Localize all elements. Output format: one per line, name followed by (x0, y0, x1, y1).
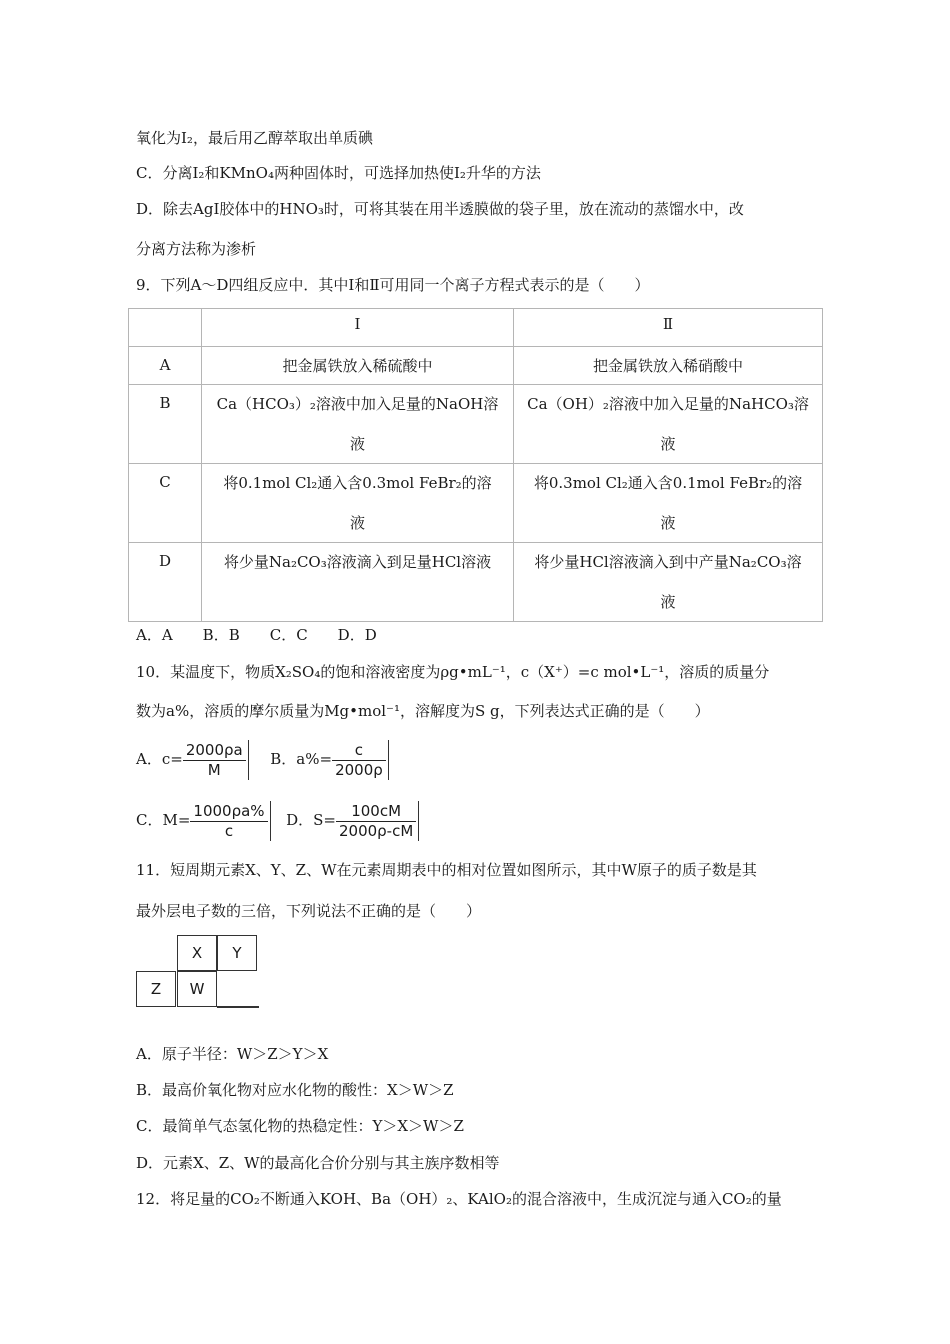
question-12: 12．将足量的CO₂不断通入KOH、Ba（OH）₂、KAlO₂的混合溶液中，生成沉淀与通入CO₂的量 (136, 1190, 782, 1208)
fraction-b (332, 741, 386, 780)
option-label: A．c= (136, 750, 183, 768)
option-label: C．M= (136, 811, 191, 829)
cell-text: 液 (349, 435, 365, 453)
q11-option-a: A．原子半径：W＞Z＞Y＞X (136, 1045, 329, 1063)
question-11: 11．短周期元素X、Y、Z、W在元素周期表中的相对位置如图所示，其中W原子的质子数是其 (136, 861, 757, 879)
q11-option-b: B．最高价氧化物对应水化物的酸性：X＞W＞Z (136, 1081, 454, 1099)
cell-text: 将少量HCl溶液滴入到中产量Na₂CO₃溶 (534, 553, 802, 571)
option-label: B．a%= (270, 750, 333, 768)
fraction-numerator: 100cM (336, 802, 416, 822)
question-9: 9．下列A～D四组反应中．其中Ⅰ和Ⅱ可用同一个离子方程式表示的是（ ） (136, 276, 650, 294)
option-c-q8: C．分离I₂和KMnO₄两种固体时，可选择加热使I₂升华的方法 (136, 164, 541, 182)
table-header-cell: Ⅰ (202, 309, 514, 347)
fraction-numerator: c (332, 741, 386, 761)
table-header-row (129, 309, 823, 347)
element-cell-y: Y (217, 935, 257, 971)
table-header-cell: Ⅱ (514, 309, 823, 347)
row-label: B (129, 385, 202, 464)
question-10: 10．某温度下，物质X₂SO₄的饱和溶液密度为ρg•mL⁻¹，c（X⁺）=c mol•L⁻¹，溶质的质量分 (136, 663, 770, 681)
question-11-cont: 最外层电子数的三倍，下列说法不正确的是（ ） (136, 902, 482, 920)
fraction-edge (248, 740, 249, 780)
cell-text: 液 (660, 514, 676, 532)
table-cell (202, 543, 514, 622)
table-row (129, 464, 823, 543)
element-cell-x: X (177, 935, 217, 971)
cell-text: Ca（OH）₂溶液中加入足量的NaHCO₃溶 (527, 395, 809, 413)
option-label: D．S= (286, 811, 336, 829)
fraction-numerator: 1000ρa% (190, 802, 267, 822)
cell-text: 液 (660, 593, 676, 611)
cell-text: 把金属铁放入稀硫酸中 (282, 357, 433, 375)
element-cell-w: W (177, 971, 217, 1007)
table-row (129, 385, 823, 464)
text-line: 分离方法称为渗析 (136, 240, 257, 258)
cell-text: 液 (349, 514, 365, 532)
table-cell (514, 543, 823, 622)
fraction-edge (418, 801, 419, 841)
q10-options-ab (136, 738, 389, 780)
q10-options-cd (136, 799, 419, 841)
table-cell (202, 347, 514, 385)
row-label: D (129, 543, 202, 622)
fraction-d (336, 802, 416, 841)
cell-text: 将0.1mol Cl₂通入含0.3mol FeBr₂的溶 (223, 474, 492, 492)
fraction-a (183, 741, 246, 780)
table-cell (514, 347, 823, 385)
table-header-cell (129, 309, 202, 347)
cell-text: 把金属铁放入稀硝酸中 (592, 357, 743, 375)
fraction-edge (388, 740, 389, 780)
cell-text: 将0.3mol Cl₂通入含0.1mol FeBr₂的溶 (533, 474, 803, 492)
cell-text: Ca（HCO₃）₂溶液中加入足量的NaOH溶 (216, 395, 499, 413)
row-label: C (129, 464, 202, 543)
q11-option-c: C．最简单气态氢化物的热稳定性：Y＞X＞W＞Z (136, 1117, 464, 1135)
q11-option-d: D．元素X、Z、W的最高化合价分别与其主族序数相等 (136, 1154, 500, 1172)
option-d-q8: D．除去AgI胶体中的HNO₃时，可将其装在用半透膜做的袋子里，放在流动的蒸馏水中，改 (136, 200, 744, 218)
cell-text: 液 (660, 435, 676, 453)
fraction-edge (270, 801, 271, 841)
row-label: A (129, 347, 202, 385)
fraction-denominator: c (224, 821, 234, 840)
cell-text: 将少量Na₂CO₃溶液滴入到足量HCl溶液 (223, 553, 492, 571)
grid-line (217, 1006, 259, 1008)
element-cell-z: Z (136, 971, 176, 1007)
table-cell (202, 464, 514, 543)
fraction-denominator: M (207, 760, 221, 779)
table-row (129, 347, 823, 385)
fraction-numerator: 2000ρa (183, 741, 246, 761)
table-cell (514, 464, 823, 543)
reaction-table (128, 308, 823, 622)
table-cell (514, 385, 823, 464)
fraction-c (190, 802, 267, 841)
question-10-cont: 数为a%，溶质的摩尔质量为Mg•mol⁻¹，溶解度为S g，下列表达式正确的是（ ） (136, 702, 710, 720)
table-cell (202, 385, 514, 464)
q9-options: A．A B．B C．C D．D (136, 626, 377, 644)
table-row (129, 543, 823, 622)
fraction-denominator: 2000ρ-cM (338, 821, 414, 840)
text-line: 氧化为I₂，最后用乙醇萃取出单质碘 (136, 129, 373, 147)
fraction-denominator: 2000ρ (335, 760, 383, 779)
